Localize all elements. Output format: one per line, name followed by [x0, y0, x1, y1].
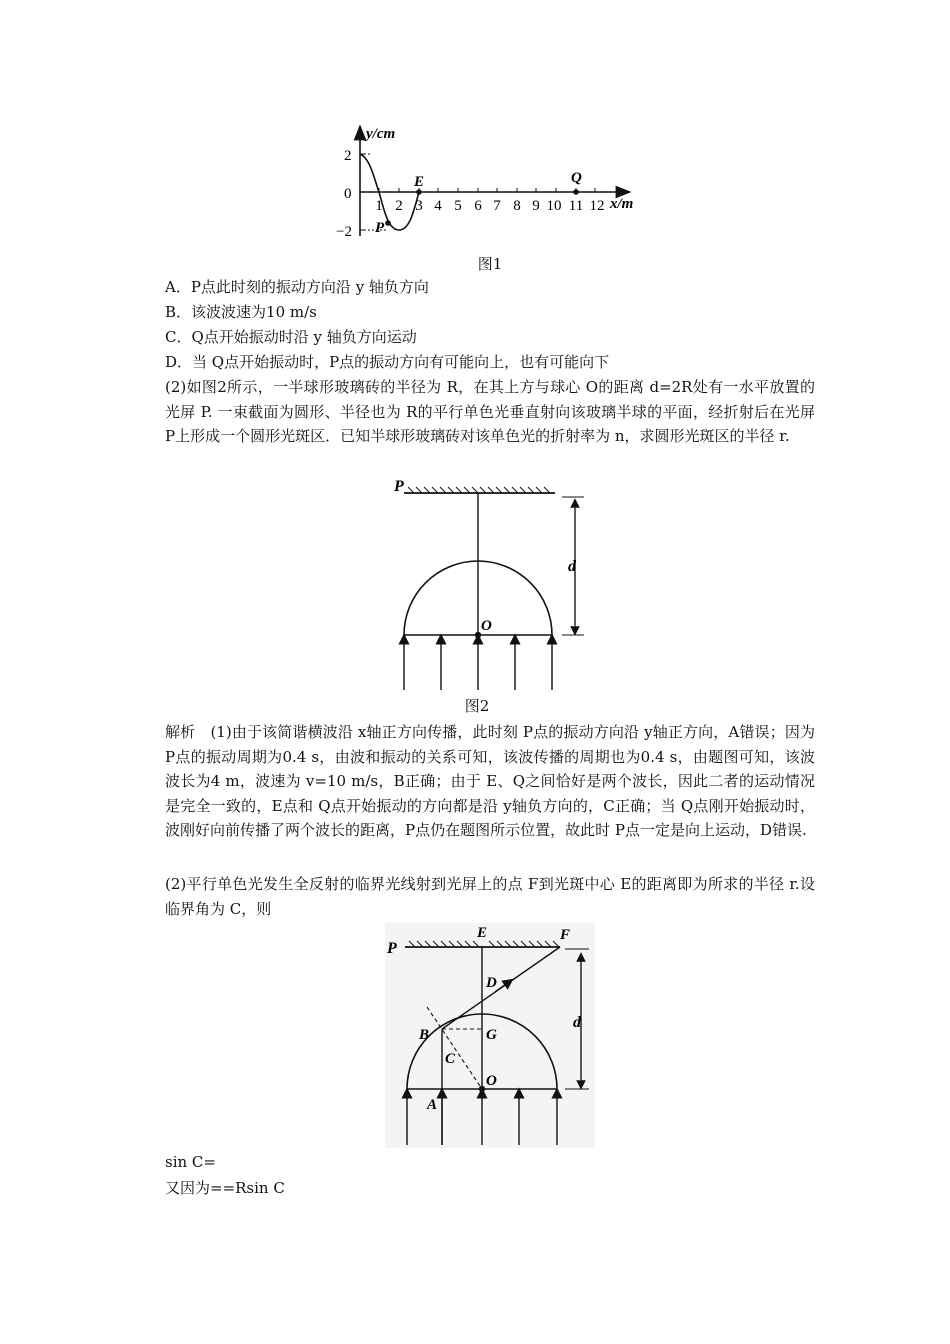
x-tick: 3	[415, 198, 423, 214]
distance-d-label: d	[568, 558, 576, 575]
x-tick: 9	[532, 198, 540, 214]
hemisphere-figure	[390, 475, 600, 693]
formula-sin-c: sin C=	[165, 1153, 216, 1171]
point-b-label: B	[419, 1027, 430, 1043]
point-q-label: Q	[571, 170, 582, 186]
x-tick: 6	[474, 198, 482, 214]
point-a-label: A	[427, 1097, 438, 1113]
point-e-label: E	[414, 174, 425, 190]
figure2-caption: 图2	[464, 697, 490, 715]
distance-d-label: d	[573, 1014, 581, 1031]
critical-ray-figure	[385, 923, 595, 1148]
angle-c-label: C	[445, 1051, 456, 1067]
option-b: B．该波波速为10 m/s	[165, 303, 317, 321]
point-g-label: G	[486, 1027, 497, 1043]
x-tick: 1	[375, 198, 383, 214]
x-tick: 7	[493, 198, 501, 214]
screen-p-label: P	[394, 478, 404, 495]
x-tick: 4	[434, 198, 442, 214]
y-tick-2: 2	[344, 148, 352, 164]
y-tick-neg2: −2	[336, 224, 352, 240]
point-q-dot	[573, 189, 579, 195]
x-axis-label: x/m	[610, 196, 634, 212]
x-tick: 11	[568, 198, 584, 214]
x-tick: 2	[395, 198, 403, 214]
point-d-label: D	[486, 975, 497, 991]
point-f-label: F	[560, 927, 571, 943]
option-c: C．Q点开始振动时沿 y 轴负方向运动	[165, 328, 417, 346]
y-axis-label: y/cm	[366, 126, 396, 142]
question-2: (2)如图2所示，一半球形玻璃砖的半径为 R，在其上方与球心 O的距离 d=2R处有一水平放置的光屏 P. 一束截面为圆形、半径也为 R的平行单色光垂直射向该玻璃半球的平面，经折射后在光屏 P上形成一个圆形光斑区．已知半球形玻璃砖对该单色光的折射率为 n，求圆形光斑区的半径 r.	[165, 378, 815, 445]
formula-because: 又因为==Rsin C	[165, 1179, 285, 1197]
x-tick: 5	[454, 198, 462, 214]
screen-p-label: P	[387, 940, 397, 957]
point-p-label: P	[375, 220, 385, 236]
wave-graph-figure	[330, 120, 650, 250]
y-tick-0: 0	[344, 186, 352, 202]
point-e-dot	[416, 189, 422, 195]
analysis-part-1: 解析 (1)由于该简谐横波沿 x轴正方向传播，此时刻 P点的振动方向沿 y轴正方向，A错误；因为 P点的振动周期为0.4 s，由波和振动的关系可知，该波传播的周期也为0.4 s，由题图可知，该波波长为4 m，波速为 v=10 m/s，B正确；由于 E、Q之间恰好是两个波长，因此二者的运动情况是完全一致的，E点和 Q点开始振动的方向都是沿 y轴负方向的，C正确；当 Q点刚开始振动时，波刚好向前传播了两个波长的距离，P点仍在题图所示位置，故此时 P点一定是向上运动，D错误.	[165, 723, 815, 839]
option-a: A．P点此时刻的振动方向沿 y 轴负方向	[165, 278, 429, 296]
center-e-label: E	[477, 925, 488, 941]
x-tick: 8	[513, 198, 521, 214]
x-tick: 12	[589, 198, 605, 214]
x-tick: 10	[546, 198, 562, 214]
center-o-label: O	[481, 618, 492, 634]
point-p-dot	[385, 220, 391, 226]
analysis-part-2: (2)平行单色光发生全反射的临界光线射到光屏上的点 F到光斑中心 E的距离即为所求的半径 r.设临界角为 C，则	[165, 875, 815, 918]
option-d: D．当 Q点开始振动时，P点的振动方向有可能向上，也有可能向下	[165, 353, 610, 371]
center-o-label: O	[486, 1073, 497, 1089]
figure1-caption: 图1	[477, 255, 503, 273]
